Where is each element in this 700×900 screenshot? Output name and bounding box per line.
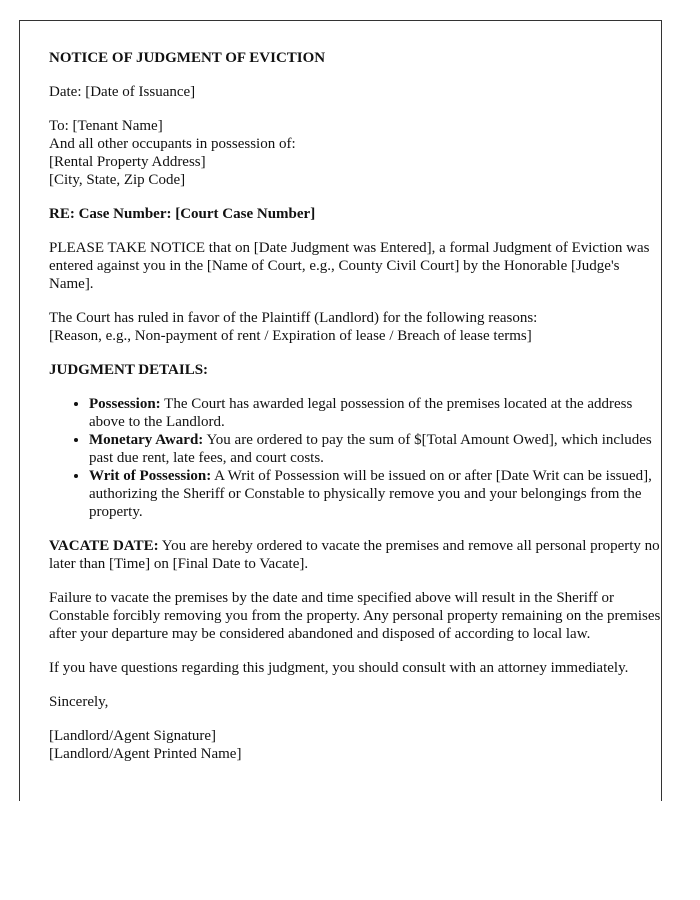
document-title: NOTICE OF JUDGMENT OF EVICTION [49,50,326,66]
detail-item [89,431,661,467]
ruling-reasons: [Reason, e.g., Non-payment of rent / Expiration of lease / Breach of lease terms] [49,328,532,344]
signature-line: [Landlord/Agent Signature] [49,728,217,744]
detail-text: A Writ of Possession will be issued on or after [Date Writ can be issued], authorizing the Sheriff or Constable to physically remove you and your belongings from the property. [89,468,652,520]
ruling-line: The Court has ruled in favor of the Plaintiff (Landlord) for the following reasons: [49,310,538,326]
recipient-line: [City, State, Zip Code] [49,172,186,188]
recipient-line: And all other occupants in possession of: [49,136,296,152]
printed-name-line: [Landlord/Agent Printed Name] [49,746,242,762]
vacate-text: You are hereby ordered to vacate the premises and remove all personal property no later than [Time] on [Final Date to Vacate]. [49,538,660,572]
detail-text: The Court has awarded legal possession of the premises located at the address above to the Landlord. [89,396,633,430]
detail-label: Possession: [89,396,161,412]
recipient-line: To: [Tenant Name] [49,118,163,134]
signature-block [49,727,661,763]
recipient-block [49,117,661,189]
date-line: Date: [Date of Issuance] [49,84,196,100]
detail-text: You are ordered to pay the sum of $[Total Amount Owed], which includes past due rent, late fees, and court costs. [89,432,652,466]
judgment-details-list [49,395,661,521]
case-reference: RE: Case Number: [Court Case Number] [49,206,316,222]
details-heading: JUDGMENT DETAILS: [49,362,209,378]
vacate-label: VACATE DATE: [49,538,159,554]
vacate-paragraph [49,537,661,573]
recipient-line: [Rental Property Address] [49,154,206,170]
notice-document [19,20,662,801]
notice-paragraph: PLEASE TAKE NOTICE that on [Date Judgment was Entered], a formal Judgment of Eviction was entered against you in the [Name of Court, e.g., County Civil Court] by the Honorable [Judge's Name]. [49,240,650,292]
detail-label: Monetary Award: [89,432,204,448]
detail-label: Writ of Possession: [89,468,212,484]
failure-paragraph: Failure to vacate the premises by the date and time specified above will result in the Sheriff or Constable forcibly removing you from the property. Any personal property remaining on the premises after your departure may be considered abandoned and disposed of according to local law. [49,590,661,642]
questions-paragraph: If you have questions regarding this judgment, you should consult with an attorney immediately. [49,660,629,676]
ruling-paragraph [49,309,661,345]
detail-item [89,467,661,521]
detail-item [89,395,661,431]
closing: Sincerely, [49,694,109,710]
